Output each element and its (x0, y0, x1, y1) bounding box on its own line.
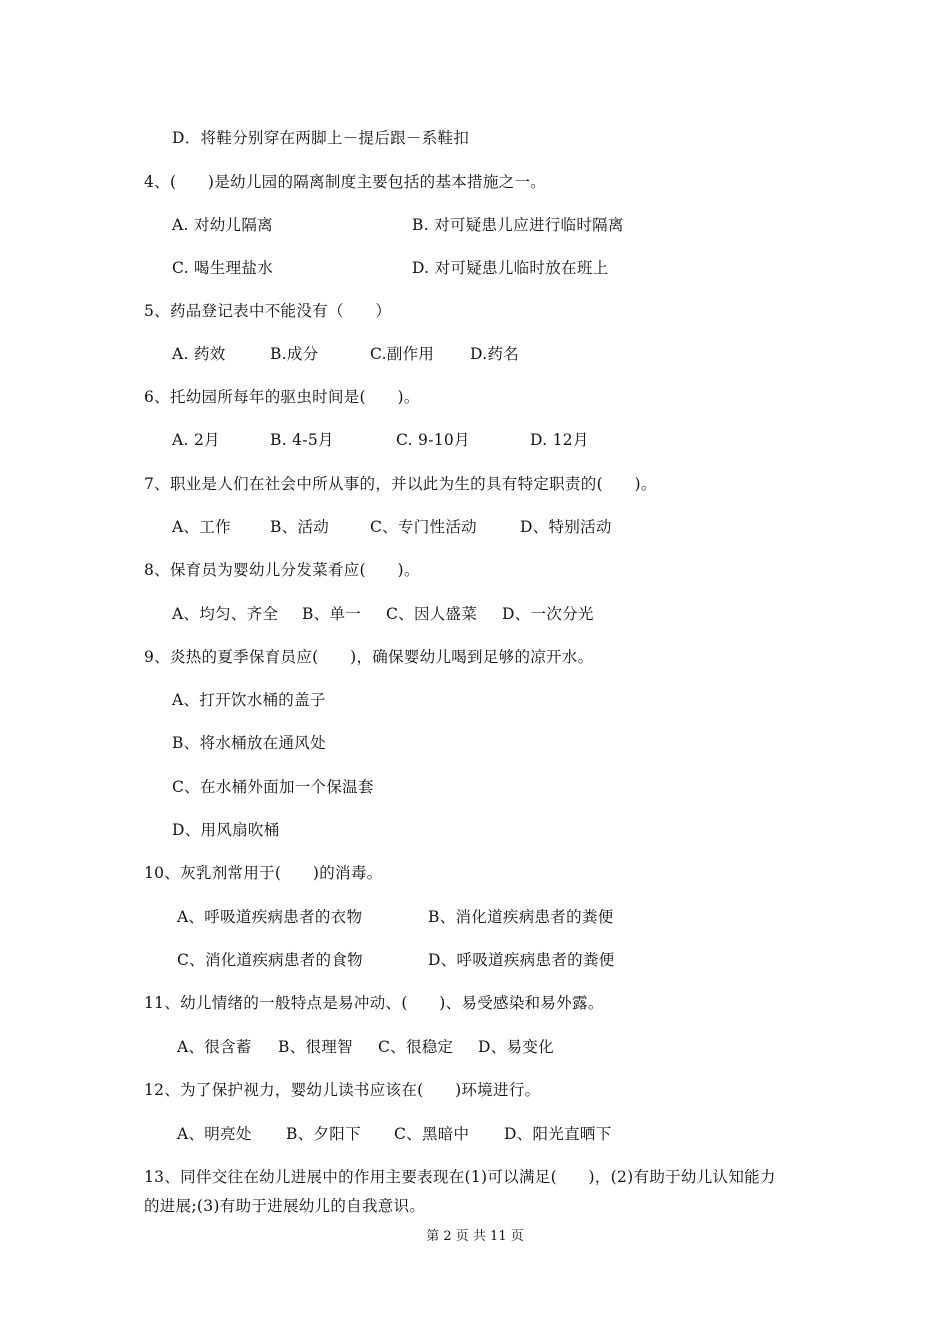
q12-option-c: C、黑暗中 (394, 1125, 470, 1143)
question-9: 9、炎热的夏季保育员应( )，确保婴幼儿喝到足够的凉开水。 (144, 648, 594, 666)
q6-option-c: C. 9-10月 (396, 431, 470, 449)
q7-option-b: B、活动 (270, 518, 330, 536)
q4-option-a: A. 对幼儿隔离 (172, 216, 273, 234)
q10-option-d: D、呼吸道疾病患者的粪便 (428, 951, 615, 969)
q5-option-c: C.副作用 (370, 345, 435, 363)
question-4: 4、( )是幼儿园的隔离制度主要包括的基本措施之一。 (144, 173, 547, 191)
q4-option-c: C. 喝生理盐水 (172, 259, 274, 277)
q8-option-c: C、因人盛菜 (386, 605, 478, 623)
q7-option-d: D、特别活动 (520, 518, 612, 536)
question-6: 6、托幼园所每年的驱虫时间是( )。 (144, 388, 420, 406)
question-8: 8、保育员为婴幼儿分发菜肴应( )。 (144, 561, 420, 579)
q11-option-b: B、很理智 (278, 1038, 353, 1056)
q7-option-c: C、专门性活动 (370, 518, 477, 536)
question-12: 12、为了保护视力，婴幼儿读书应该在( )环境进行。 (144, 1081, 541, 1099)
q6-option-b: B. 4-5月 (270, 431, 334, 449)
q11-option-d: D、易变化 (478, 1038, 554, 1056)
q5-option-a: A. 药效 (172, 345, 226, 363)
q4-option-b: B. 对可疑患儿应进行临时隔离 (412, 216, 624, 234)
q8-option-b: B、单一 (302, 605, 362, 623)
question-7: 7、职业是人们在社会中所从事的，并以此为生的具有特定职责的( )。 (144, 475, 657, 493)
q9-option-d: D、用风扇吹桶 (172, 821, 280, 839)
q8-option-d: D、一次分光 (502, 605, 594, 623)
page-footer: 第 2 页 共 11 页 (426, 1229, 524, 1244)
question-11: 11、幼儿情绪的一般特点是易冲动、( )、易受感染和易外露。 (144, 994, 604, 1012)
q10-option-c: C、消化道疾病患者的食物 (177, 951, 363, 969)
q12-option-a: A、明亮处 (177, 1125, 252, 1143)
q5-option-d: D.药名 (470, 345, 520, 363)
q9-option-a: A、打开饮水桶的盖子 (172, 691, 326, 709)
q10-option-a: A、呼吸道疾病患者的衣物 (177, 908, 363, 926)
q7-option-a: A、工作 (172, 518, 231, 536)
q6-option-a: A. 2月 (172, 431, 220, 449)
q12-option-b: B、夕阳下 (286, 1125, 361, 1143)
question-13-line-1: 13、同伴交往在幼儿进展中的作用主要表现在(1)可以满足( )，(2)有助于幼儿认知能力 (144, 1168, 776, 1186)
q3-option-d: D．将鞋分别穿在两脚上－提后跟－系鞋扣 (172, 129, 470, 147)
q8-option-a: A、均匀、齐全 (172, 605, 279, 623)
q5-option-b: B.成分 (270, 345, 319, 363)
q10-option-b: B、消化道疾病患者的粪便 (428, 908, 614, 926)
q4-option-d: D. 对可疑患儿临时放在班上 (412, 259, 609, 277)
question-10: 10、灰乳剂常用于( )的消毒。 (144, 864, 383, 882)
question-13-line-2: 的进展;(3)有助于进展幼儿的自我意识。 (144, 1197, 426, 1215)
q6-option-d: D. 12月 (530, 431, 589, 449)
q9-option-c: C、在水桶外面加一个保温套 (172, 778, 374, 796)
q12-option-d: D、阳光直晒下 (504, 1125, 612, 1143)
q11-option-c: C、很稳定 (378, 1038, 454, 1056)
q9-option-b: B、将水桶放在通风处 (172, 734, 326, 752)
question-5: 5、药品登记表中不能没有（ ） (144, 302, 392, 320)
q11-option-a: A、很含蓄 (177, 1038, 252, 1056)
